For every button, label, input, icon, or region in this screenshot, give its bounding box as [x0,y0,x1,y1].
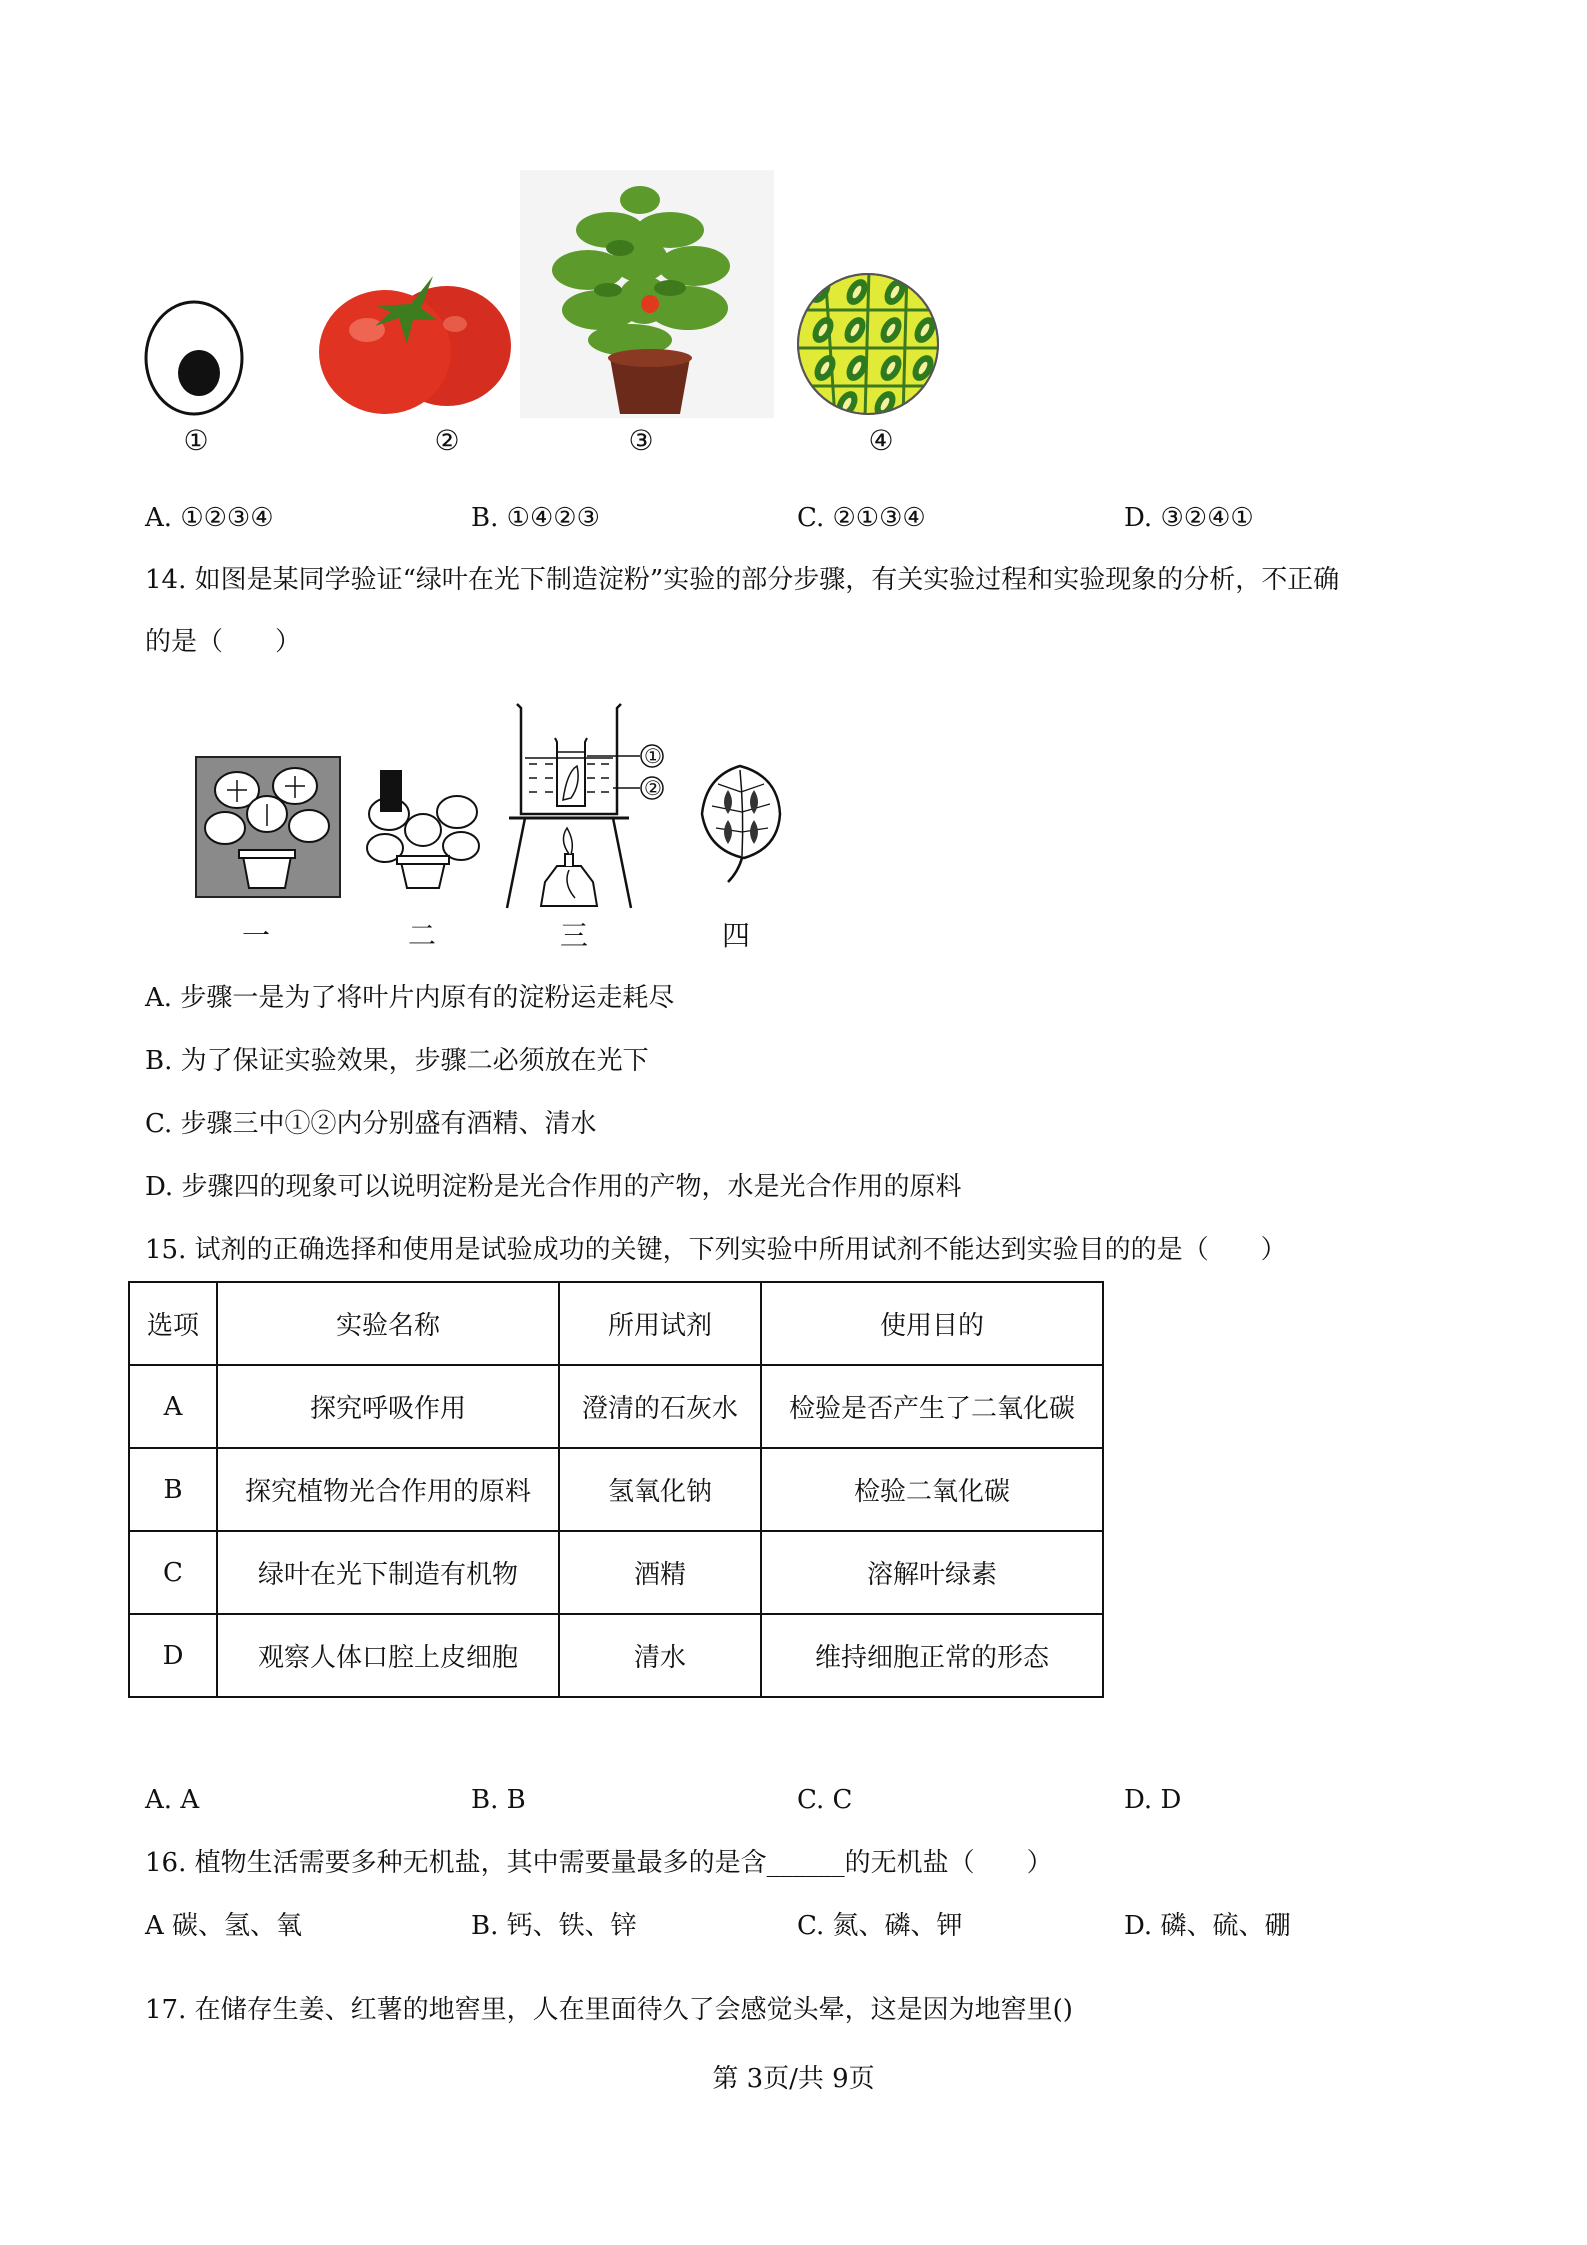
q14-option-a: A. 步骤一是为了将叶片内原有的淀粉运走耗尽 [145,983,675,1013]
q14-option-b: B. 为了保证实验效果，步骤二必须放在光下 [145,1046,649,1076]
table-row [129,1614,1103,1697]
q17-stem: 17. 在储存生姜、红薯的地窖里，人在里面待久了会感觉头晕，这是因为地窖里() [145,1995,1073,2025]
table-cell: 清水 [559,1614,761,1697]
step-label-2: 二 [407,919,436,952]
table-cell: 观察人体口腔上皮细胞 [217,1614,559,1697]
table-cell: 检验是否产生了二氧化碳 [761,1365,1103,1448]
table-row [129,1448,1103,1531]
beaker-label-1: ① [644,744,662,768]
table-cell: A [129,1365,217,1448]
q14-option-c: C. 步骤三中①②内分别盛有酒精、清水 [145,1109,597,1139]
q13-option-a: A. ①②③④ [145,503,274,533]
leaf-cells-figure [795,270,941,418]
table-cell: 溶解叶绿素 [761,1531,1103,1614]
table-cell: C [129,1531,217,1614]
q13-option-d: D. ③②④① [1124,503,1254,533]
step-one-dark-plant-figure [195,756,341,898]
step-label-1: 一 [241,919,270,952]
q13-option-b: B. ①④②③ [471,503,600,533]
q15-stem: 15. 试剂的正确选择和使用是试验成功的关键，下列实验中所用试剂不能达到实验目的的是（ ） [145,1235,1287,1265]
q13-option-c: C. ②①③④ [797,503,926,533]
figure-label-2: ② [434,424,460,457]
step-three-water-bath-figure [505,702,675,912]
q16-option-c: C. 氮、磷、钾 [797,1911,963,1941]
table-header-row [129,1282,1103,1365]
table-row [129,1365,1103,1448]
table-cell: 酒精 [559,1531,761,1614]
q14-stem-line2: 的是（ ） [145,627,302,657]
q16-option-d: D. 磷、硫、硼 [1124,1911,1291,1941]
step-label-4: 四 [721,919,750,952]
tomato-plant-figure [520,170,774,418]
figure-label-4: ④ [868,424,894,457]
table-cell: 探究植物光合作用的原料 [217,1448,559,1531]
table-cell: 绿叶在光下制造有机物 [217,1531,559,1614]
step-label-3: 三 [559,919,588,952]
q16-option-b: B. 钙、铁、锌 [471,1911,637,1941]
figure-label-3: ③ [628,424,654,457]
q16-stem: 16. 植物生活需要多种无机盐，其中需要量最多的是含______的无机盐（ ） [145,1848,1053,1878]
table-header-cell: 实验名称 [217,1282,559,1365]
q15-option-a: A. A [145,1785,200,1815]
table-header-cell: 所用试剂 [559,1282,761,1365]
q15-option-c: C. C [797,1785,853,1815]
table-cell: D [129,1614,217,1697]
beaker-label-2: ② [644,776,662,800]
step-four-leaf-figure [698,762,784,886]
q15-reagent-table [128,1281,1104,1698]
figure-label-1: ① [183,424,209,457]
table-header-cell: 使用目的 [761,1282,1103,1365]
q16-option-a: A 碳、氢、氧 [145,1911,303,1941]
q15-option-d: D. D [1124,1785,1182,1815]
tomato-fruit-figure [315,268,515,418]
q14-stem-line1: 14. 如图是某同学验证“绿叶在光下制造淀粉”实验的部分步骤，有关实验过程和实验现象的分析，不正确 [145,565,1340,595]
cell-diagram-figure [143,298,249,418]
table-cell: 氢氧化钠 [559,1448,761,1531]
table-cell: B [129,1448,217,1531]
table-cell: 维持细胞正常的形态 [761,1614,1103,1697]
q15-option-b: B. B [471,1785,526,1815]
table-cell: 探究呼吸作用 [217,1365,559,1448]
q14-option-d: D. 步骤四的现象可以说明淀粉是光合作用的产物，水是光合作用的原料 [145,1172,962,1202]
table-cell: 检验二氧化碳 [761,1448,1103,1531]
table-row [129,1531,1103,1614]
table-cell: 澄清的石灰水 [559,1365,761,1448]
step-two-covered-leaf-figure [365,766,481,892]
table-header-cell: 选项 [129,1282,217,1365]
page-number-footer: 第 3页/共 9页 [712,2064,875,2094]
